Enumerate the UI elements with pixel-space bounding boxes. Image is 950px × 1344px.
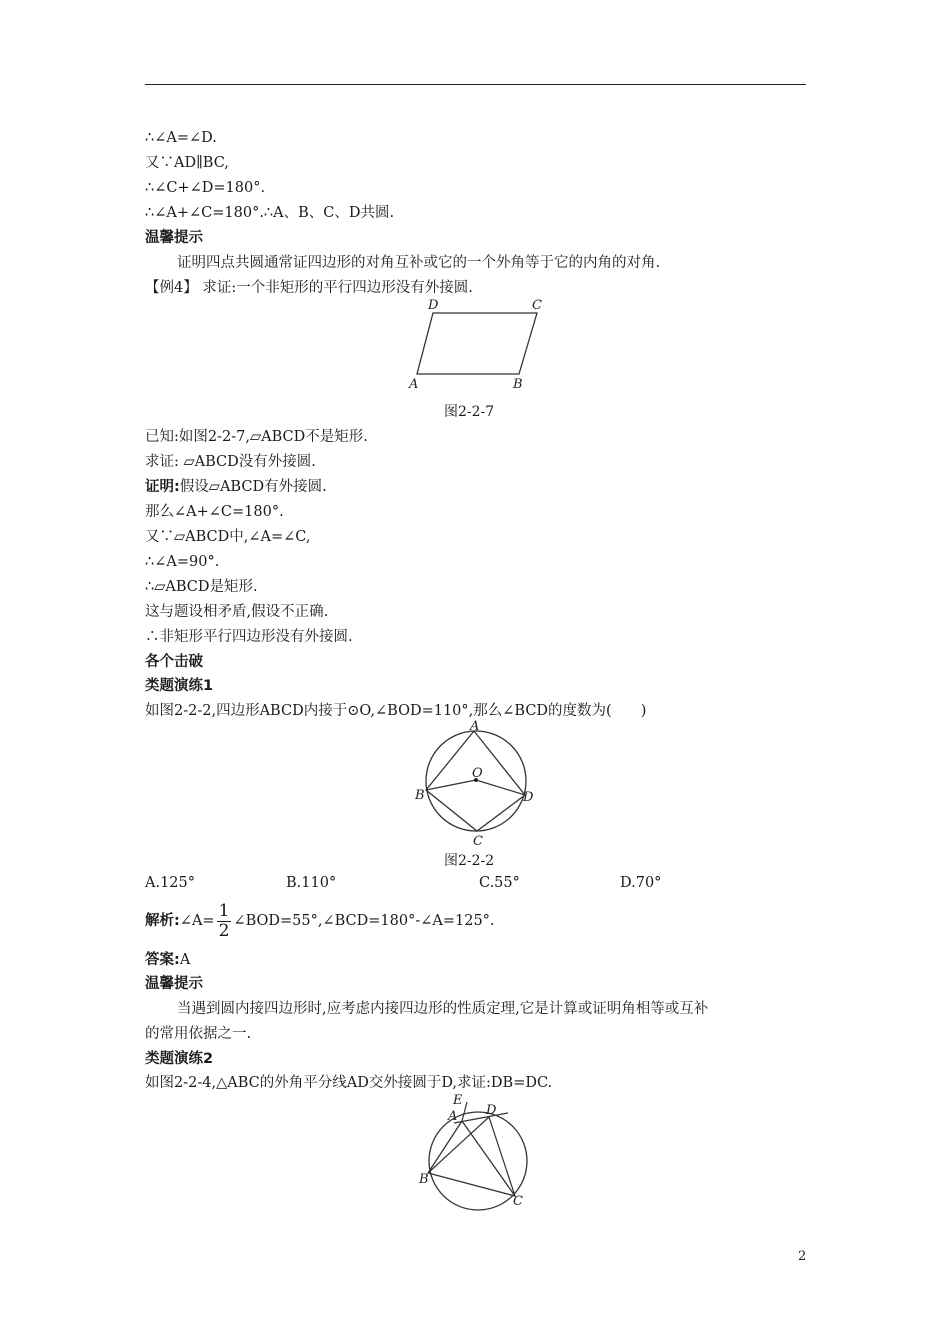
drill-1-question: 如图2-2-2,四边形ABCD内接于⊙O,∠BOD=110°,那么∠BCD的度数为( ) — [145, 703, 647, 719]
proof-line — [145, 477, 327, 497]
proof-step-7: ∴非矩形平行四边形没有外接圆. — [145, 629, 353, 645]
proof-label: 证明: — [145, 479, 180, 495]
proof-line-1: ∴∠A=∠D. — [145, 130, 217, 146]
label-B: B — [419, 1172, 429, 1187]
proof-line-4: ∴∠A+∠C=180°.∴A、B、C、D共圆. — [145, 205, 395, 221]
label-B: B — [415, 788, 425, 803]
given-line: 已知:如图2-2-7,▱ABCD不是矩形. — [145, 429, 368, 445]
proof-step-4: ∴∠A=90°. — [145, 554, 220, 570]
tip-2-body-line-1: 当遇到圆内接四边形时,应考虑内接四边形的性质定理,它是计算或证明角相等或互补 — [177, 1001, 709, 1017]
proof-step-3: 又∵▱ABCD中,∠A=∠C, — [145, 529, 311, 545]
drill-2-question: 如图2-2-4,△ABC的外角平分线AD交外接圆于D,求证:DB=DC. — [145, 1075, 553, 1091]
option-d: D.70° — [620, 875, 662, 891]
example-tag: 【例4】 — [145, 280, 198, 296]
solution-pre: ∠A= — [179, 913, 215, 929]
option-a: A.125° — [145, 875, 196, 891]
tip-body: 证明四点共圆通常证四边形的对角互补或它的一个外角等于它的内角的对角. — [177, 255, 661, 271]
section-heading: 各个击破 — [145, 654, 203, 670]
solution-post: ∠BOD=55°,∠BCD=180°-∠A=125°. — [233, 913, 495, 929]
option-c: C.55° — [479, 875, 520, 891]
label-C: C — [532, 298, 542, 313]
drill-2-heading: 类题演练2 — [145, 1051, 214, 1067]
solution-line — [145, 901, 495, 941]
tip-heading: 温馨提示 — [145, 230, 203, 246]
example-4 — [145, 278, 473, 298]
answer-line — [145, 950, 190, 970]
proof-step-5: ∴▱ABCD是矩形. — [145, 579, 258, 595]
tip-2-heading: 温馨提示 — [145, 976, 203, 992]
solution-label: 解析: — [145, 913, 180, 929]
label-E: E — [453, 1093, 463, 1108]
prove-line: 求证: ▱ABCD没有外接圆. — [145, 454, 316, 470]
proof-text: 假设▱ABCD有外接圆. — [179, 479, 327, 495]
label-A: A — [448, 1109, 458, 1124]
option-b: B.110° — [286, 875, 337, 891]
label-C: C — [473, 834, 483, 849]
answer-value: A — [179, 952, 191, 968]
label-A: A — [409, 377, 419, 392]
circle-triangle-figure — [414, 1092, 544, 1217]
example-statement: 求证:一个非矩形的平行四边形没有外接圆. — [202, 280, 473, 296]
answer-label: 答案: — [145, 952, 180, 968]
page-number: 2 — [798, 1249, 807, 1264]
label-B: B — [513, 377, 523, 392]
fraction-denominator: 2 — [218, 920, 230, 941]
proof-step-2: 那么∠A+∠C=180°. — [145, 504, 284, 520]
parallelogram-figure — [400, 296, 550, 396]
fraction-numerator: 1 — [218, 900, 230, 921]
proof-step-6: 这与题设相矛盾,假设不正确. — [145, 604, 329, 620]
drill-1-heading: 类题演练1 — [145, 678, 214, 694]
label-D: D — [428, 298, 439, 313]
label-A: A — [470, 719, 480, 734]
tip-2-body-line-2: 的常用依据之一. — [145, 1026, 252, 1042]
proof-line-2: 又∵AD∥BC, — [145, 155, 229, 171]
header-rule — [145, 84, 806, 85]
figure-caption-2-2-7: 图2-2-7 — [444, 404, 495, 420]
label-C: C — [513, 1194, 523, 1209]
proof-line-3: ∴∠C+∠D=180°. — [145, 180, 266, 196]
label-D: D — [486, 1103, 497, 1118]
label-D: D — [523, 790, 534, 805]
fraction-half — [217, 902, 232, 941]
figure-caption-2-2-2: 图2-2-2 — [444, 853, 495, 869]
circle-quadrilateral-figure — [410, 718, 550, 848]
label-O: O — [472, 766, 483, 781]
